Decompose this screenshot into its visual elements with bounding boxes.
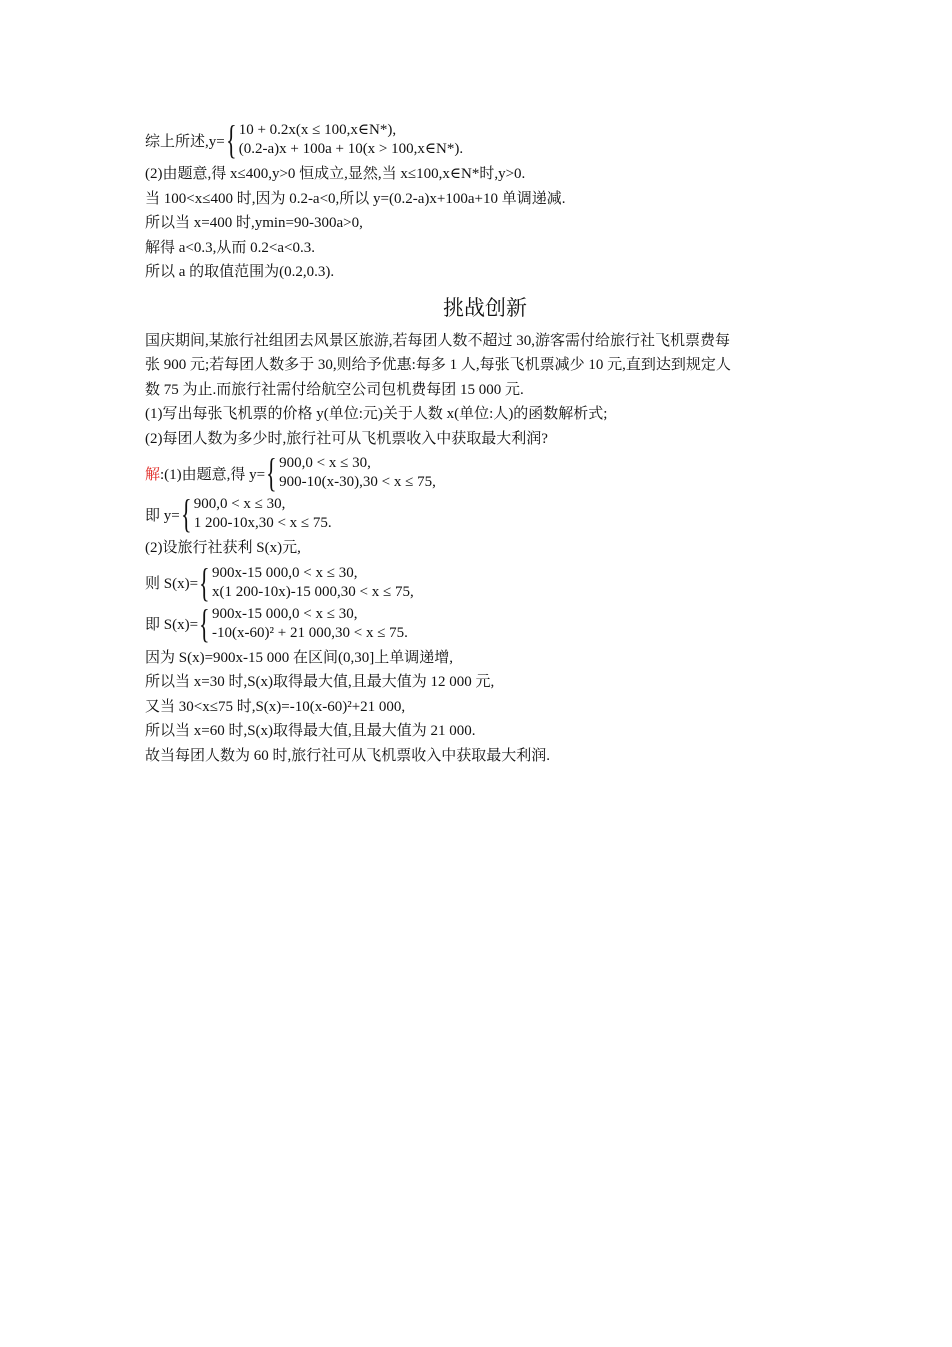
problem-statement: [145, 329, 825, 452]
solution-piecewise-3: [145, 559, 825, 605]
brace-icon: {: [180, 491, 192, 536]
problem-line-3: 数 75 为止.而旅行社需付给航空公司包机费每团 15 000 元.: [145, 381, 524, 398]
solution-line-2: 所以当 x=30 时,S(x)取得最大值,且最大值为 12 000 元,: [145, 674, 495, 690]
part1-line-3: 所以当 x=400 时,ymin=90-300a>0,: [145, 215, 363, 231]
solution-label: 解: [145, 466, 161, 483]
problem-line-4: (1)写出每张飞机票的价格 y(单位:元)关于人数 x(单位:人)的函数解析式;: [145, 406, 608, 422]
third-case-2: x(1 200-10x)-15 000,30 < x ≤ 75,: [212, 583, 414, 600]
solution-line-1: 因为 S(x)=900x-15 000 在区间(0,30]上单调递增,: [145, 649, 454, 666]
problem-line-5: (2)每团人数为多少时,旅行社可从飞机票收入中获取最大利润?: [145, 430, 548, 447]
brace-icon: {: [199, 559, 210, 605]
third-lead: 则 S(x)=: [145, 576, 199, 592]
first-case-2: 900-10(x-30),30 < x ≤ 75,: [279, 474, 436, 490]
document-content: [145, 118, 825, 768]
part1-line-1: (2)由题意,得 x≤400,y>0 恒成立,显然,当 x≤100,x∈N*时,y>0.: [145, 166, 526, 182]
brace-icon: {: [199, 600, 210, 646]
part1-line-4: 解得 a<0.3,从而 0.2<a<0.3.: [145, 239, 315, 256]
summary-cases: [239, 121, 463, 159]
summary-lead: 综上所述,y=: [145, 133, 225, 150]
solution-piecewise-2: [145, 491, 825, 536]
part1-line-5: 所以 a 的取值范围为(0.2,0.3).: [145, 264, 335, 280]
first-case-1: 900,0 < x ≤ 30,: [279, 455, 371, 471]
fourth-case-2: -10(x-60)² + 21 000,30 < x ≤ 75.: [212, 624, 408, 641]
fourth-lead: 即 S(x)=: [145, 617, 199, 633]
summary-case-2: (0.2-a)x + 100a + 10(x > 100,x∈N*).: [238, 141, 464, 157]
brace-icon: {: [266, 450, 277, 495]
solution-piecewise-4: [145, 600, 825, 646]
part1-line-2: 当 100<x≤400 时,因为 0.2-a<0,所以 y=(0.2-a)x+100a+10 单调递减.: [145, 190, 566, 207]
fourth-case-1: 900x-15 000,0 < x ≤ 30,: [212, 605, 358, 622]
second-case-1: 900,0 < x ≤ 30,: [193, 496, 286, 512]
profit-intro: (2)设旅行社获利 S(x)元,: [145, 540, 301, 556]
solution-piecewise-1: [145, 450, 825, 495]
brace-icon: {: [225, 117, 237, 162]
third-case-1: 900x-15 000,0 < x ≤ 30,: [212, 564, 358, 581]
summary-piecewise: [145, 117, 825, 162]
second-case-2: 1 200-10x,30 < x ≤ 75.: [193, 515, 332, 531]
summary-case-1: 10 + 0.2x(x ≤ 100,x∈N*),: [238, 122, 397, 138]
problem-line-1: 国庆期间,某旅行社组团去风景区旅游,若每团人数不超过 30,游客需付给旅行社飞机票费每: [145, 332, 731, 349]
section-title: 挑战创新: [443, 295, 527, 320]
solution-line-4: 所以当 x=60 时,S(x)取得最大值,且最大值为 21 000.: [145, 723, 476, 739]
problem-line-2: 张 900 元;若每团人数多于 30,则给予优惠:每多 1 人,每张飞机票减少 10 元,直到达到规定人: [145, 357, 731, 373]
solution-line-3: 又当 30<x≤75 时,S(x)=-10(x-60)²+21 000,: [145, 698, 406, 715]
solution-first-lead: :(1)由题意,得 y=: [160, 466, 266, 483]
solution-line-5: 故当每团人数为 60 时,旅行社可从飞机票收入中获取最大利润.: [145, 747, 551, 764]
second-lead: 即 y=: [145, 507, 180, 524]
